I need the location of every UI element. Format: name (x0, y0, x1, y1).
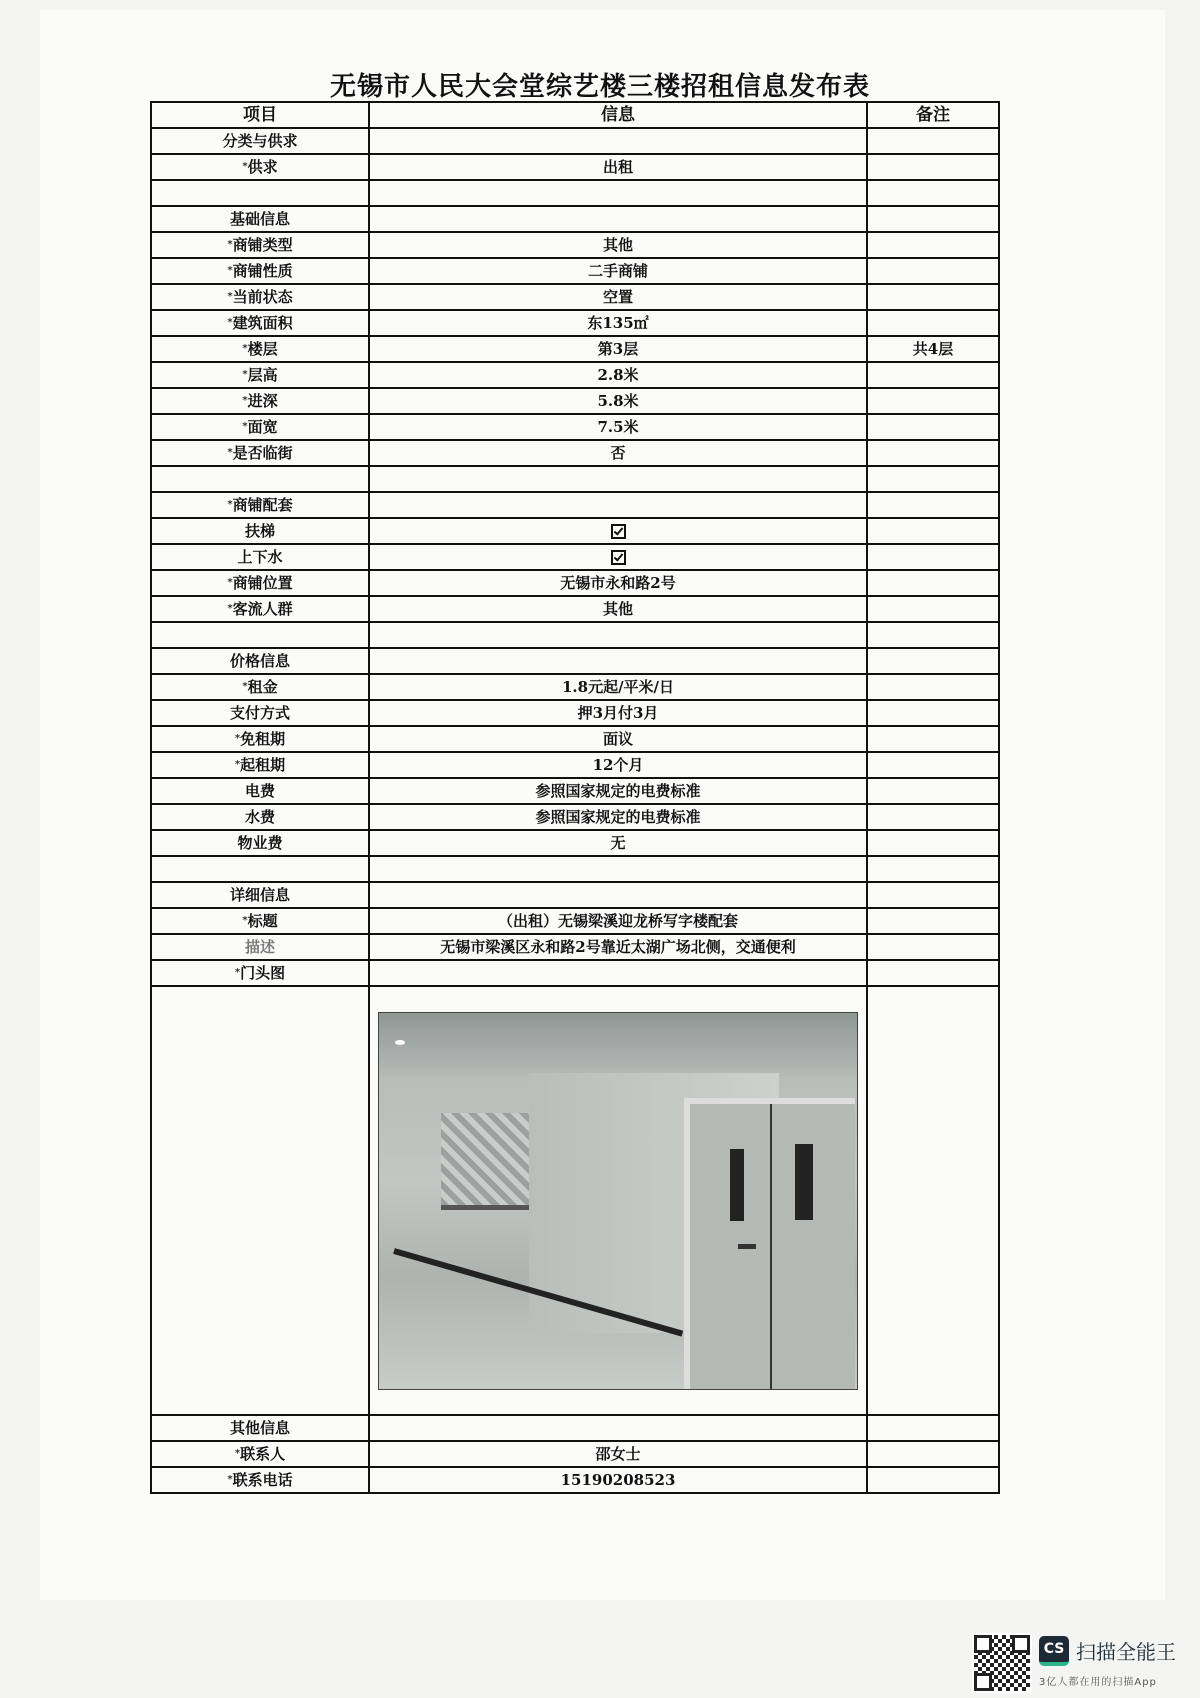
row-label-text: 上下水 (237, 548, 283, 566)
blank-row (151, 466, 999, 492)
row-label (151, 518, 369, 544)
ceiling-light (395, 1040, 405, 1045)
required-mark: * (227, 239, 233, 250)
row-value (369, 856, 867, 882)
row-label (151, 778, 369, 804)
row-note (867, 180, 999, 206)
row-note (867, 388, 999, 414)
row-note (867, 622, 999, 648)
table-row (151, 726, 999, 752)
row-label-text: 分类与供求 (222, 132, 298, 150)
row-value (369, 882, 867, 908)
row-label-text: 建筑面积 (232, 314, 293, 332)
row-label (151, 1467, 369, 1493)
row-label-text: 租金 (247, 678, 278, 696)
double-door (684, 1098, 855, 1390)
row-note (867, 856, 999, 882)
row-label (151, 466, 369, 492)
row-label-text: 支付方式 (229, 704, 290, 722)
section-row (151, 128, 999, 154)
app-name: 扫描全能王 (1076, 1640, 1176, 1664)
row-label (151, 492, 369, 518)
row-label-text: 标题 (247, 912, 278, 930)
section-row (151, 206, 999, 232)
row-label-text: 基础信息 (229, 210, 290, 228)
row-note (867, 934, 999, 960)
wall-poster (441, 1113, 529, 1210)
table-row (151, 960, 999, 986)
row-value: 第3层 (369, 336, 867, 362)
row-value: （出租）无锡梁溪迎龙桥写字楼配套 (369, 908, 867, 934)
required-mark: * (234, 1448, 241, 1459)
row-label (151, 154, 369, 180)
row-note (867, 882, 999, 908)
table-row (151, 440, 999, 466)
checkbox-cell (369, 544, 867, 570)
storefront-photo (378, 1012, 858, 1390)
row-label (151, 336, 369, 362)
row-label-text: 物业费 (237, 834, 283, 852)
rental-info-table (150, 101, 1000, 1494)
row-label-text: 电费 (244, 782, 275, 800)
row-value: 其他 (369, 232, 867, 258)
row-value: 12个月 (369, 752, 867, 778)
row-value (369, 492, 867, 518)
row-note (867, 414, 999, 440)
table-row (151, 804, 999, 830)
required-mark: * (242, 343, 248, 354)
row-note (867, 284, 999, 310)
row-note: 共4层 (867, 336, 999, 362)
row-note (867, 752, 999, 778)
row-value: 面议 (369, 726, 867, 752)
row-label (151, 180, 369, 206)
row-label (151, 414, 369, 440)
row-label (151, 960, 369, 986)
row-label-text: 其他信息 (229, 1419, 290, 1437)
row-value: 2.8米 (369, 362, 867, 388)
row-note (867, 700, 999, 726)
table-row (151, 154, 999, 180)
row-value: 否 (369, 440, 867, 466)
row-label-text: 起租期 (240, 756, 286, 774)
row-value (369, 466, 867, 492)
required-mark: * (234, 759, 241, 770)
row-note (867, 154, 999, 180)
row-label (151, 856, 369, 882)
row-value: 押3月付3月 (369, 700, 867, 726)
row-value: 邵女士 (369, 1441, 867, 1467)
row-value (369, 648, 867, 674)
row-value: 无 (369, 830, 867, 856)
row-note (867, 466, 999, 492)
row-label-text: 扶梯 (244, 522, 275, 540)
row-note (867, 570, 999, 596)
photo-note-cell (867, 986, 999, 1415)
table-row (151, 388, 999, 414)
row-value: 二手商铺 (369, 258, 867, 284)
row-label-text: 是否临街 (232, 444, 293, 462)
section-row (151, 882, 999, 908)
required-mark: * (234, 967, 241, 978)
row-label (151, 882, 369, 908)
required-mark: * (227, 265, 233, 276)
row-value (369, 180, 867, 206)
row-note (867, 310, 999, 336)
required-mark: * (227, 1474, 233, 1485)
table-row (151, 570, 999, 596)
row-label (151, 206, 369, 232)
row-value: 15190208523 (369, 1467, 867, 1493)
checkbox-cell (369, 518, 867, 544)
checked-box-icon (611, 550, 626, 565)
row-note (867, 830, 999, 856)
row-value: 1.8元起/平米/日 (369, 674, 867, 700)
app-tagline: 3亿人都在用的扫描App (1039, 1677, 1157, 1688)
table-row (151, 830, 999, 856)
row-label (151, 804, 369, 830)
row-label-text: 门头图 (240, 964, 286, 982)
header-item: 项目 (151, 102, 369, 128)
required-mark: * (242, 915, 248, 926)
row-note (867, 648, 999, 674)
row-note (867, 726, 999, 752)
row-label (151, 232, 369, 258)
row-label (151, 908, 369, 934)
row-label (151, 570, 369, 596)
row-note (867, 128, 999, 154)
section-row (151, 648, 999, 674)
row-note (867, 1415, 999, 1441)
table-row (151, 596, 999, 622)
row-note (867, 518, 999, 544)
table-header-row (151, 102, 999, 128)
table-row (151, 752, 999, 778)
required-mark: * (227, 603, 233, 614)
required-mark: * (227, 499, 233, 510)
row-label (151, 726, 369, 752)
row-label-text: 面宽 (247, 418, 278, 436)
row-note (867, 544, 999, 570)
row-label-text: 商铺配套 (232, 496, 293, 514)
header-info: 信息 (369, 102, 867, 128)
blank-row (151, 856, 999, 882)
required-mark: * (242, 369, 248, 380)
table-row (151, 1467, 999, 1493)
row-note (867, 258, 999, 284)
row-note (867, 1467, 999, 1493)
table-row (151, 544, 999, 570)
row-label-text: 层高 (247, 366, 278, 384)
table-row (151, 778, 999, 804)
section-row (151, 492, 999, 518)
table-row (151, 934, 999, 960)
qr-code-icon (972, 1633, 1032, 1693)
required-mark: * (242, 161, 248, 172)
row-value: 参照国家规定的电费标准 (369, 778, 867, 804)
row-label-text: 商铺类型 (232, 236, 293, 254)
required-mark: * (227, 291, 233, 302)
row-label-text: 进深 (247, 392, 278, 410)
photo-row (151, 986, 999, 1415)
row-label-text: 详细信息 (229, 886, 290, 904)
row-label-text: 商铺位置 (232, 574, 293, 592)
camscanner-logo-icon: CS (1039, 1636, 1069, 1666)
row-label-text: 水费 (244, 808, 275, 826)
row-label (151, 648, 369, 674)
row-note (867, 674, 999, 700)
table-row (151, 284, 999, 310)
blank-row (151, 622, 999, 648)
row-label-text: 价格信息 (229, 652, 290, 670)
row-note (867, 804, 999, 830)
row-value (369, 622, 867, 648)
table-row (151, 310, 999, 336)
row-value (369, 960, 867, 986)
table-row (151, 1441, 999, 1467)
row-label (151, 310, 369, 336)
row-label (151, 752, 369, 778)
table-row (151, 518, 999, 544)
row-label (151, 1415, 369, 1441)
row-note (867, 1441, 999, 1467)
table-row (151, 362, 999, 388)
row-value (369, 128, 867, 154)
required-mark: * (242, 395, 248, 406)
row-note (867, 596, 999, 622)
row-value: 参照国家规定的电费标准 (369, 804, 867, 830)
row-label (151, 1441, 369, 1467)
row-value: 其他 (369, 596, 867, 622)
table-row (151, 414, 999, 440)
table-row (151, 336, 999, 362)
row-value: 7.5米 (369, 414, 867, 440)
row-value: 出租 (369, 154, 867, 180)
row-label-text: 客流人群 (232, 600, 293, 618)
row-value: 空置 (369, 284, 867, 310)
row-label (151, 440, 369, 466)
required-mark: * (242, 421, 248, 432)
table-row (151, 700, 999, 726)
table-row (151, 258, 999, 284)
row-label (151, 544, 369, 570)
storefront-photo-cell (369, 986, 867, 1415)
required-mark: * (242, 681, 248, 692)
row-label-text: 免租期 (240, 730, 286, 748)
row-label-text: 描述 (244, 938, 275, 956)
row-note (867, 206, 999, 232)
row-note (867, 362, 999, 388)
row-label (151, 934, 369, 960)
row-label (151, 830, 369, 856)
row-value (369, 1415, 867, 1441)
row-label (151, 284, 369, 310)
required-mark: * (234, 733, 241, 744)
row-note (867, 908, 999, 934)
checked-box-icon (611, 524, 626, 539)
table-row (151, 908, 999, 934)
table-row (151, 232, 999, 258)
row-note (867, 778, 999, 804)
required-mark: * (227, 447, 233, 458)
row-label (151, 622, 369, 648)
row-value: 东135㎡ (369, 310, 867, 336)
row-note (867, 232, 999, 258)
row-value (369, 206, 867, 232)
row-label-text: 当前状态 (232, 288, 293, 306)
row-label (151, 388, 369, 414)
row-label (151, 700, 369, 726)
document-title: 无锡市人民大会堂综艺楼三楼招租信息发布表 (329, 72, 870, 102)
row-label-text: 商铺性质 (232, 262, 293, 280)
row-value: 无锡市永和路2号 (369, 570, 867, 596)
blank-row (151, 180, 999, 206)
row-label (151, 128, 369, 154)
row-label (151, 596, 369, 622)
photo-label-cell (151, 986, 369, 1415)
row-note (867, 960, 999, 986)
row-note (867, 440, 999, 466)
table-row (151, 674, 999, 700)
required-mark: * (227, 577, 233, 588)
row-label (151, 258, 369, 284)
row-value: 5.8米 (369, 388, 867, 414)
row-value: 无锡市梁溪区永和路2号靠近太湖广场北侧，交通便利 (369, 934, 867, 960)
row-note (867, 492, 999, 518)
section-row (151, 1415, 999, 1441)
header-note: 备注 (867, 102, 999, 128)
required-mark: * (227, 317, 233, 328)
row-label-text: 供求 (247, 158, 278, 176)
row-label (151, 674, 369, 700)
row-label-text: 楼层 (247, 340, 278, 358)
row-label-text: 联系电话 (232, 1471, 293, 1489)
row-label (151, 362, 369, 388)
row-label-text: 联系人 (240, 1445, 286, 1463)
